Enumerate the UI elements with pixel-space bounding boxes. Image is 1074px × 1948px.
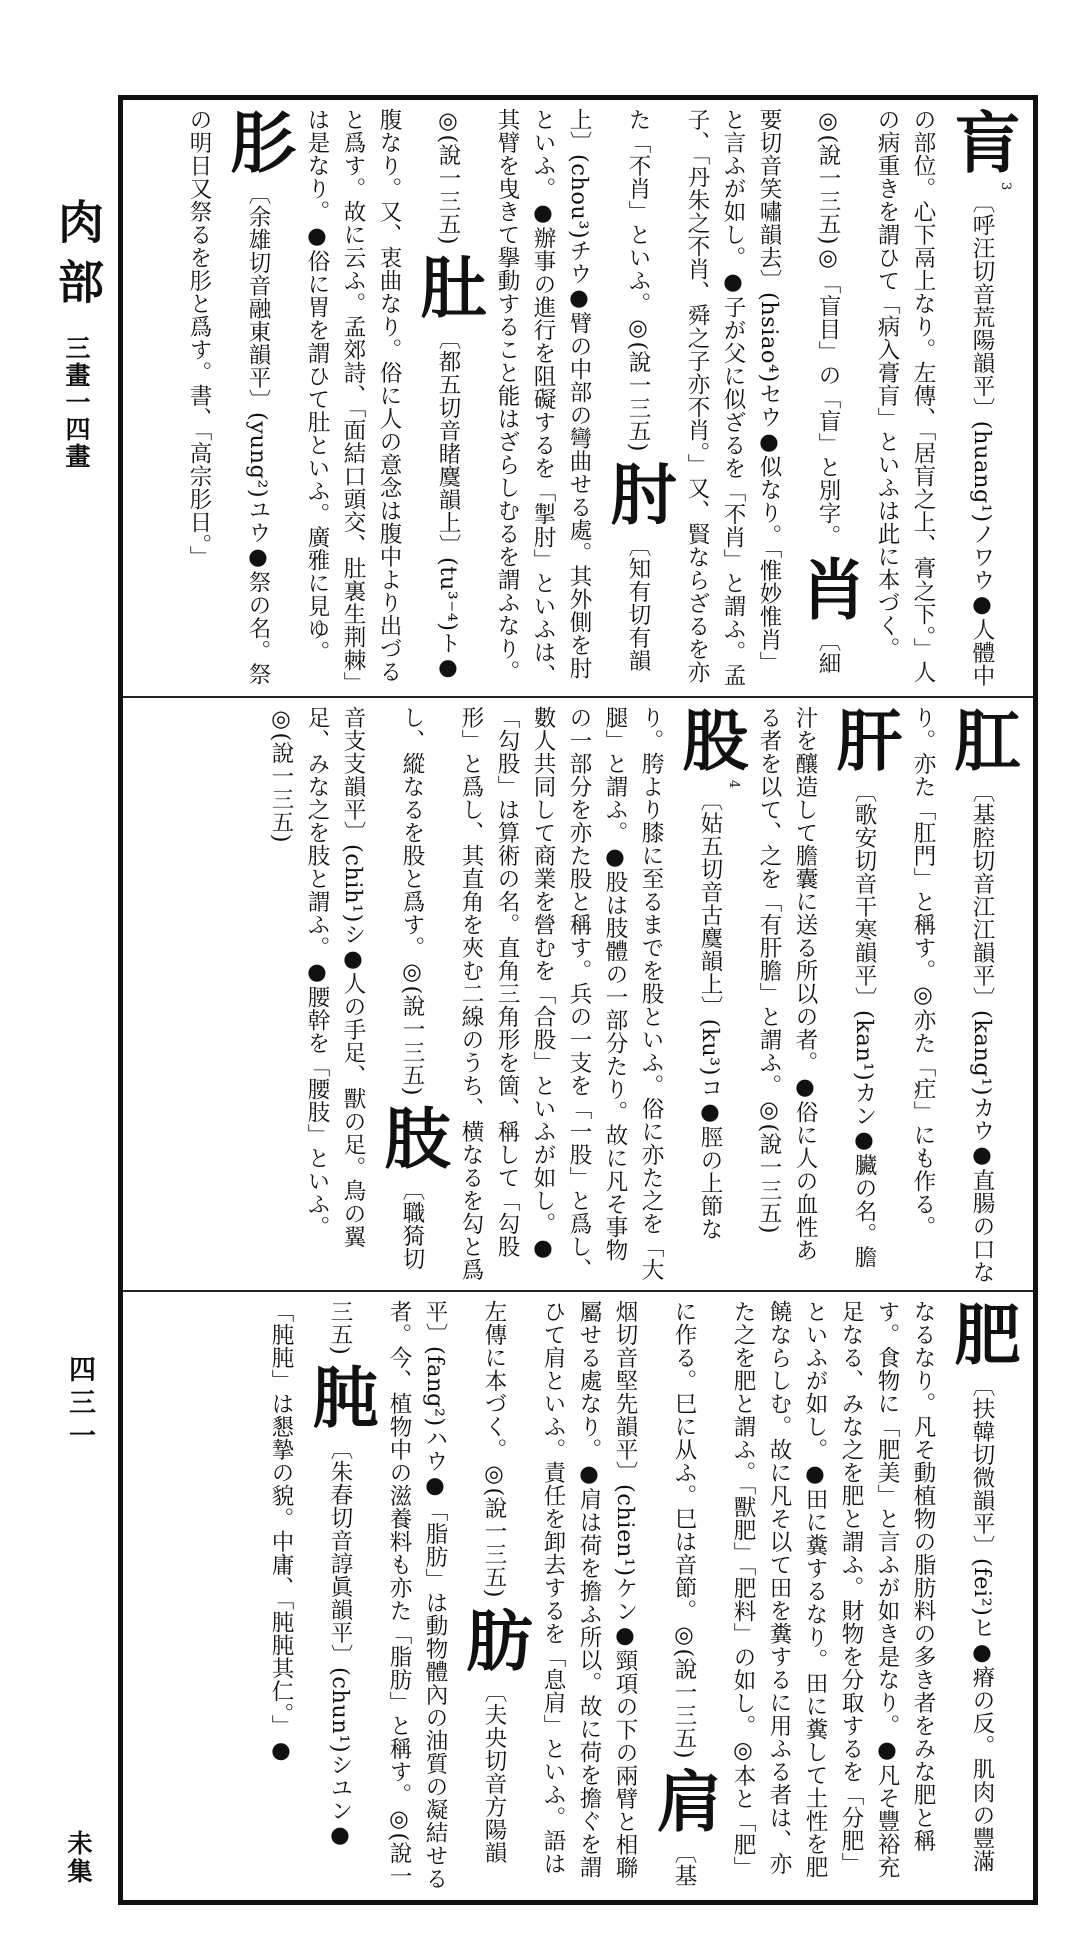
entry-definition: 〔夫央切音方陽韻平〕(fang²)ハウ●「脂肪」は動物體內の油質の凝結せる者。今、植物中の滋養料も亦た「脂肪」と稱す。◎(說一三五) <box>327 1300 507 1891</box>
entry-mark: 4 <box>726 780 741 789</box>
entry-definition: 〔職猗切音支支韻平〕(chih¹)シ●人の手足、獸の足。鳥の翼足、みな之を肢と謂ふ。●腰幹を「腰肢」といふ。◎(說一三五) <box>268 706 425 1270</box>
entry-definition: 〔余雄切音融東韻平〕(yung²)ユウ●祭の名。祭の明日又祭るを肜と爲す。書、「高宗肜日。」 <box>186 108 271 686</box>
radical-heading: 肉部 <box>51 198 105 318</box>
entry <box>481 1300 723 1887</box>
entry-headword: 肢 <box>373 1103 451 1170</box>
tier-2-text <box>133 706 1023 1284</box>
entry <box>756 706 903 1269</box>
entry-headword: 肫 <box>301 1362 379 1429</box>
entry-headword: 肖 <box>789 555 867 622</box>
entry-definition: 〔知有切有韻上〕(chou³)チウ●臂の中部の彎曲せる處。其外側を肘といふ。●辦事の進行を阻礙するを「掣肘」といふは、其臂を曳きて擧動すること能はざらしむるを謂ふなり。◎(說一三五) <box>435 108 651 687</box>
tier-1 <box>123 100 1033 696</box>
entry-definition: 〔呼汪切音荒陽韻平〕(huang¹)ノワウ●人體中の部位。心下鬲上なり。左傳、「居肓之上、膏之下。」人の病重きを謂ひて「病入膏肓」といふは此に本づく。◎(說一三五)◎「盲目」の「盲」と別字。 <box>815 108 995 688</box>
tier-1-text <box>133 108 1023 688</box>
entry <box>910 706 1021 1284</box>
volume-label: 未集 <box>64 1830 93 1886</box>
tier-3 <box>123 1290 1033 1902</box>
entry-mark: 3 <box>998 182 1013 191</box>
entry <box>268 1300 379 1849</box>
entry-definition: 〔細要切音笑嘯韻去〕(hsiao⁴)セウ●似なり。「惟妙惟肖」と言ふが如し。●子が父に似ざるを「不肖」と謂ふ。孟子、「丹朱之不肖、舜之子亦不肖。」又、賢ならざるを亦た「不肖」といふ。◎(說一三五) <box>625 108 841 687</box>
entry-headword: 肩 <box>645 1766 723 1833</box>
entry-headword: 肚 <box>409 252 487 319</box>
entry-definition: 〔姑五切音古麌韻上〕(ku³)コ●脛の上節なり。胯より膝に至るまでを股といふ。俗に亦た之を「大腿」と謂ふ。●股は肢體の一部分たり。故に凡そ事物の一部分を亦た股と稱す。兵の一支を「一股」と爲し、數人共同して商業を營むを「合股」といふが如し。●「勾股」は算術の名。直角三角形を箇、稱して「勾股形」と爲し、其直角を夾む二線のうち、横なるを勾と爲し、縱なるを股と爲す。◎(說一三五) <box>399 706 723 1281</box>
dictionary-frame <box>118 95 1038 1905</box>
entry-headword: 肥 <box>943 1300 1021 1366</box>
stroke-range: 三畫一四畫 <box>62 335 91 470</box>
entry-definition: 〔歌安切音干寒韻平〕(kan¹)カン●臟の名。膽汁を釀造して膽囊に送る所以の者。●俗に人の血性ある者を以て、之を「有肝膽」と謂ふ。◎(說一三五) <box>756 706 877 1269</box>
entry <box>435 108 677 687</box>
entry-headword: 肜 <box>219 108 297 174</box>
entry-definition: 〔扶韓切微韻平〕(fei²)ヒ●瘠の反。肌肉の豐滿なるなり。凡そ動植物の脂肪料の多き者をみな肥と稱す。食物に「肥美」と言ふが如き是なり。●凡そ豐裕充足なる、みな之を肥と謂ふ。財物を分取するを「分肥」といふが如し。●田に糞するなり。田に糞して土性を肥饒ならしむ。故に凡そ以て田を糞するに用ふる者は、亦た之を肥と謂ふ。「獸肥」「肥料」の如し。◎本と「肥」に作る。巳に从ふ。巳は音節。◎(說一三五) <box>671 1300 995 1879</box>
entry <box>625 108 867 687</box>
entry-definition: 〔朱春切音諄眞韻平〕(chun¹)シユン●「肫肫」は懇摯の貌。中庸、「肫肫其仁。」● <box>268 1300 353 1849</box>
tier-2 <box>123 696 1033 1292</box>
entry-headword: 肓 <box>943 108 1021 174</box>
tier-3-text <box>133 1300 1023 1894</box>
entry-headword: 肘 <box>599 459 677 526</box>
entry <box>186 108 297 686</box>
entry-headword: 肛 <box>943 706 1021 772</box>
entry-headword: 肪 <box>455 1605 533 1672</box>
entry-definition: 〔基腔切音江江韻平〕(kang¹)カウ●直腸の口なり。亦た「肛門」と稱す。◎亦た「疘」にも作る。 <box>910 706 995 1284</box>
page-margin <box>0 0 118 1948</box>
entry-headword: 肝 <box>825 706 903 772</box>
entry-definition: 〔基烟切音堅先韻平〕(chien¹)ケン●頸項の下の兩臂と相聯屬せる處なり。●肩は荷を擔ふ所以。故に荷を擔ぐを謂ひて肩といふ。責任を卸去するを「息肩」といふ。語は左傳に本づく。◎(說一三五) <box>481 1300 697 1887</box>
entry <box>399 706 749 1281</box>
entry-headword: 股 <box>671 706 749 772</box>
page-number: 四三一 <box>64 1355 95 1454</box>
entry-definition: 〔都五切音睹麌韻上〕(tu³⁻⁴)ト●腹なり。又、衷曲なり。俗に人の意念は腹中より出づると爲す。故に云ふ。孟郊詩、「面結口頭交、肚裏生荆棘」は是なり。●俗に胃を謂ひて肚といふ。廣雅に見ゆ。 <box>304 108 461 684</box>
